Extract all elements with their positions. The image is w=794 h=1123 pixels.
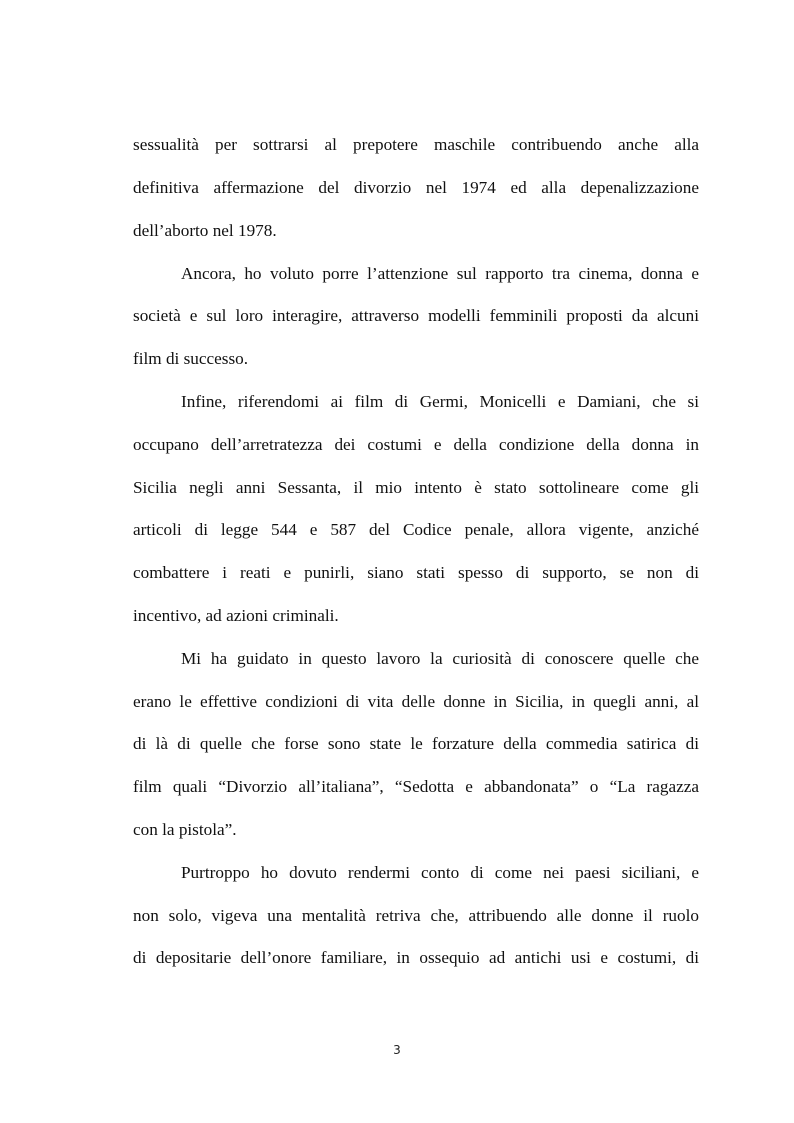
text-line: società e sul loro interagire, attraverso modelli femminili proposti da alcuni [133, 306, 699, 325]
text-line: non solo, vigeva una mentalità retriva che, attribuendo alle donne il ruolo [133, 906, 699, 925]
text-line: con la pistola”. [133, 820, 237, 839]
text-line: sessualità per sottrarsi al prepotere maschile contribuendo anche alla [133, 135, 699, 154]
paragraph-first-line: Ancora, ho voluto porre l’attenzione sul rapporto tra cinema, donna e [181, 264, 699, 283]
text-line: di là di quelle che forse sono state le forzature della commedia satirica di [133, 734, 699, 753]
text-line: film quali “Divorzio all’italiana”, “Sedotta e abbandonata” o “La ragazza [133, 777, 699, 796]
page-number: 3 [393, 1043, 401, 1057]
text-line: combattere i reati e punirli, siano stati spesso di supporto, se non di [133, 563, 699, 582]
text-line: incentivo, ad azioni criminali. [133, 606, 339, 625]
text-line: Sicilia negli anni Sessanta, il mio intento è stato sottolineare come gli [133, 478, 699, 497]
paragraph-first-line: Mi ha guidato in questo lavoro la curiosità di conoscere quelle che [181, 649, 699, 668]
paragraph-first-line: Purtroppo ho dovuto rendermi conto di come nei paesi siciliani, e [181, 863, 699, 882]
text-line: articoli di legge 544 e 587 del Codice penale, allora vigente, anziché [133, 520, 699, 539]
text-line: di depositarie dell’onore familiare, in ossequio ad antichi usi e costumi, di [133, 948, 699, 967]
paragraph-first-line: Infine, riferendomi ai film di Germi, Monicelli e Damiani, che si [181, 392, 699, 411]
text-line: dell’aborto nel 1978. [133, 221, 277, 240]
text-line: definitiva affermazione del divorzio nel 1974 ed alla depenalizzazione [133, 178, 699, 197]
text-line: occupano dell’arretratezza dei costumi e della condizione della donna in [133, 435, 699, 454]
text-line: erano le effettive condizioni di vita delle donne in Sicilia, in quegli anni, al [133, 692, 699, 711]
text-line: film di successo. [133, 349, 249, 368]
